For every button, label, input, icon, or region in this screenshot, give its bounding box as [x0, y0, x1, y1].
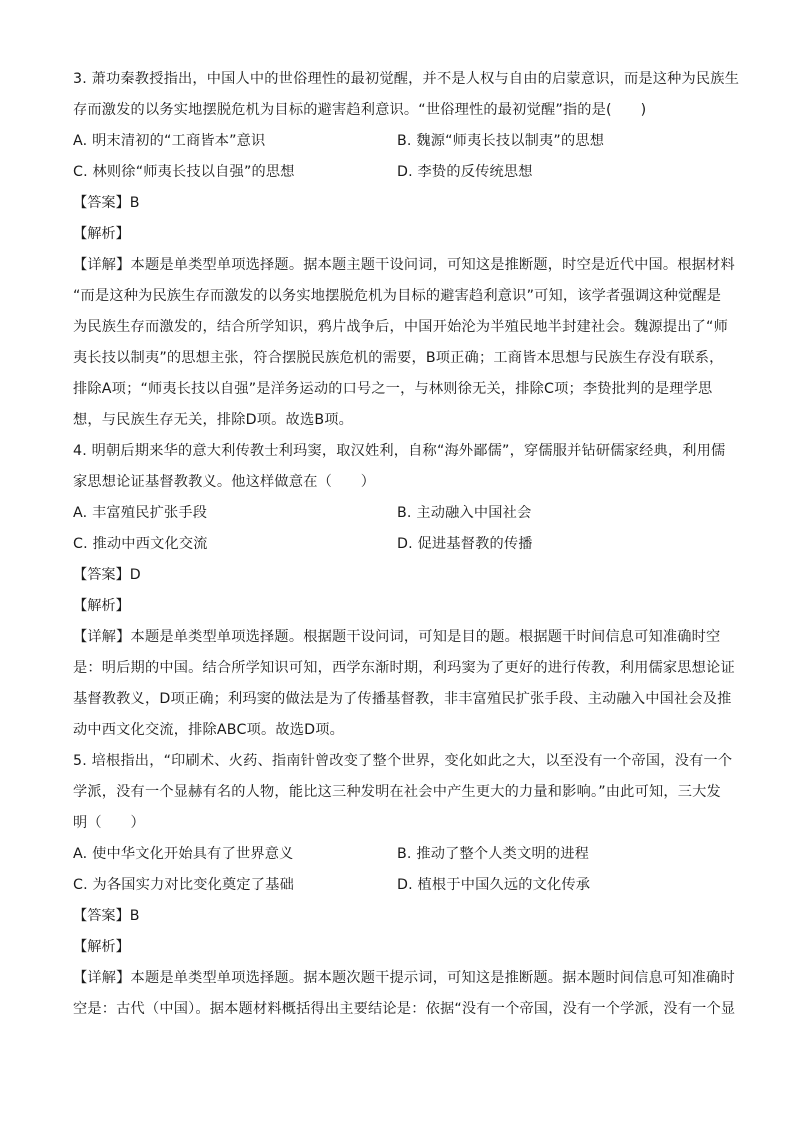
question-stem-line: 明（ ）	[73, 815, 145, 831]
question-3	[73, 64, 740, 436]
option-d: D. 植根于中国久远的文化传承	[397, 877, 591, 893]
detail-line: 夷长技以制夷”的思想主张，符合摆脱民族危机的需要，B项正确；工商皆本思想与民族生存没有联系，	[73, 350, 724, 366]
detail-line: “而是这种为民族生存而激发的以务实地摆脱危机为目标的避害趋利意识”可知，该学者强调这种觉醒是	[73, 288, 722, 304]
detail-line: 【详解】本题是单类型单项选择题。据本题次题干提示词，可知这是推断题。据本题时间信息可知准确时	[73, 970, 735, 986]
analysis-label: 【解析】	[73, 939, 130, 955]
detail-line: 为民族生存而激发的，结合所学知识，鸦片战争后，中国开始沦为半殖民地半封建社会。魏源提出了“师	[73, 319, 728, 335]
options-block	[73, 126, 723, 188]
question-stem-line: 5. 培根指出，“印刷术、火药、指南针曾改变了整个世界，变化如此之大，以至没有一个帝国，没有一个	[73, 753, 733, 769]
detail-line: 空是：古代（中国）。据本题材料概括得出主要结论是：依据“没有一个帝国，没有一个学派，没有一个显	[73, 1001, 736, 1017]
detail-line: 排除A项；“师夷长技以自强”是洋务运动的口号之一，与林则徐无关，排除C项；李贽批判的是理学思	[73, 381, 713, 397]
detail-line: 是：明后期的中国。结合所学知识可知，西学东渐时期，利玛窦为了更好的进行传教，利用儒家思想论证	[73, 660, 735, 676]
detail-line: 【详解】本题是单类型单项选择题。根据题干设问词，可知是目的题。根据题干时间信息可知准确时空	[73, 629, 721, 645]
option-c: C. 推动中西文化交流	[73, 536, 208, 552]
option-a: A. 明末清初的“工商皆本”意识	[73, 133, 266, 149]
document-page	[73, 64, 740, 1025]
question-stem-line: 学派，没有一个显赫有名的人物，能比这三种发明在社会中产生更大的力量和影响。”由此可知，三大发	[73, 784, 721, 800]
option-c: C. 为各国实力对比变化奠定了基础	[73, 877, 294, 893]
option-c: C. 林则徐“师夷长技以自强”的思想	[73, 164, 295, 180]
detail-line: 想，与民族生存无关，排除D项。故选B项。	[73, 412, 354, 428]
answer-label: 【答案】B	[73, 195, 140, 211]
answer-label: 【答案】D	[73, 567, 141, 583]
detail-line: 【详解】本题是单类型单项选择题。据本题主题干设问词，可知这是推断题，时空是近代中国。根据材料	[73, 257, 735, 273]
question-4	[73, 436, 735, 746]
options-block	[73, 839, 723, 901]
answer-label: 【答案】B	[73, 908, 140, 924]
question-stem-line: 3. 萧功秦教授指出，中国人中的世俗理性的最初觉醒，并不是人权与自由的启蒙意识，而是这种为民族生	[73, 71, 740, 87]
option-b: B. 推动了整个人类文明的进程	[397, 846, 590, 862]
detail-line: 动中西文化交流，排除ABC项。故选D项。	[73, 722, 345, 738]
analysis-label: 【解析】	[73, 226, 130, 242]
option-a: A. 使中华文化开始具有了世界意义	[73, 846, 294, 862]
analysis-label: 【解析】	[73, 598, 130, 614]
question-stem-line: 家思想论证基督教教义。他这样做意在（ ）	[73, 474, 376, 490]
detail-line: 基督教教义，D项正确；利玛窦的做法是为了传播基督教，非丰富殖民扩张手段、主动融入中国社会及推	[73, 691, 732, 707]
option-d: D. 促进基督教的传播	[397, 536, 533, 552]
question-stem-line: 存而激发的以务实地摆脱危机为目标的避害趋利意识。“世俗理性的最初觉醒”指的是( )	[73, 102, 647, 118]
question-stem-line: 4. 明朝后期来华的意大利传教士利玛窦，取汉姓利，自称“海外鄙儒”，穿儒服并钻研儒家经典，利用儒	[73, 443, 726, 459]
option-b: B. 主动融入中国社会	[397, 505, 532, 521]
question-5	[73, 746, 736, 1025]
option-d: D. 李贽的反传统思想	[397, 164, 533, 180]
options-block	[73, 498, 723, 560]
option-b: B. 魏源“师夷长技以制夷”的思想	[397, 133, 605, 149]
option-a: A. 丰富殖民扩张手段	[73, 505, 208, 521]
